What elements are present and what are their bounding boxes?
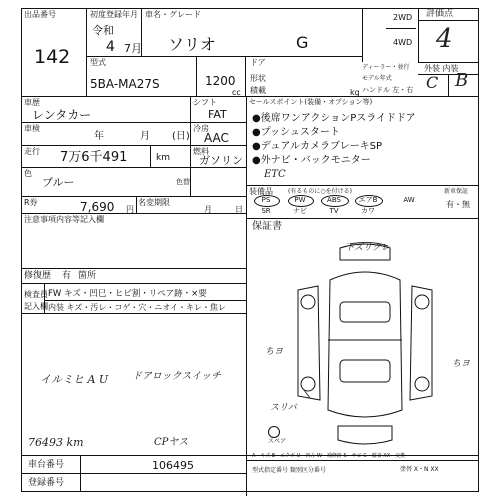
sales-etc: ETC <box>264 169 286 180</box>
equip-note: (有るものに○を付ける) <box>288 188 352 195</box>
color-change-label: 色替 <box>176 178 190 186</box>
model-year-label: モデル年式 <box>362 75 392 82</box>
legend-line-1: A―キズ E―エクボ U―凹み W―補修跡 S―サビ C―腐食 XX―交換 <box>252 453 406 459</box>
sales-label: セールスポイント(装備・オプション等) <box>249 98 373 106</box>
fuel-value: ガソリン <box>199 154 243 167</box>
load-label: 積載 <box>250 86 266 95</box>
ac-label: 冷房 <box>193 124 209 133</box>
inspector-label-1: 検査員 <box>24 290 48 299</box>
inspector-row-interior: 内装 キズ・汚レ・コゲ・穴・ニオイ・キレ・焦レ <box>48 303 226 312</box>
repair-value: 有 <box>62 271 72 281</box>
handwritten-remark-d: CPヤス <box>154 437 189 448</box>
handwritten-remark-b: ドアロックスイッチ <box>132 371 221 382</box>
handwritten-remark-a: イルミヒ A U <box>40 373 109 386</box>
color-value: ブルー <box>42 176 75 189</box>
equip-abs: ABS <box>327 196 341 204</box>
inspection-day: (日) <box>172 131 190 142</box>
history-label: 車歴 <box>24 98 40 107</box>
inspection-month: 月 <box>140 131 150 142</box>
equip-label: 装備品 <box>249 187 273 196</box>
spare-label: スペア <box>268 438 287 445</box>
shift-value: FAT <box>208 108 227 121</box>
shift-label: シフト <box>193 98 217 107</box>
inspector-row-exterior: FW キズ・凹巳・ヒビ割・リペア跡・×要 <box>48 289 207 299</box>
model-label: 型式 <box>90 58 106 67</box>
new-car-warranty-label: 新車保証 <box>444 188 469 195</box>
lot-label: 出品番号 <box>24 10 56 19</box>
recycle-value: 7,690 <box>80 200 115 214</box>
first-reg-month: 7月 <box>124 42 142 55</box>
diagram-note-left: ちヨ <box>265 347 284 357</box>
shape-label: 形状 <box>250 74 266 83</box>
warranty-card-label: 保証書 <box>252 221 282 232</box>
equip-leather: カワ <box>361 207 375 215</box>
sales-item: ●後席ワンアクションPスライドドア <box>252 113 416 124</box>
color-label: 色 <box>24 169 32 178</box>
ac-value: AAC <box>204 131 229 145</box>
sales-item: ●プッシュスタート <box>252 127 340 138</box>
recycle-label: R券 <box>24 198 38 207</box>
exterior-grade: C <box>426 73 439 92</box>
diagram-note-top: 下ズリクレ <box>345 243 390 253</box>
diagram-note-bottom-left: スリバ <box>270 403 297 413</box>
car-damage-diagram <box>290 240 440 450</box>
cc-unit: cc <box>232 88 241 97</box>
diagram-note-right: ちヨ <box>452 359 471 369</box>
equip-ps: PS <box>261 196 271 204</box>
drive-4wd: 4WD <box>393 38 413 47</box>
inspector-label-2: 記入欄 <box>24 302 48 311</box>
dealer-label: ディーラー・並行 <box>362 64 410 71</box>
equip-tv: TV <box>329 207 339 215</box>
sales-item: ●外ナビ・バックモニター <box>252 155 371 166</box>
reg-no-label: 登録番号 <box>28 478 65 488</box>
name-change-month: 月 <box>204 205 212 214</box>
inspection-label: 車検 <box>24 124 40 133</box>
inspection-year: 年 <box>94 131 104 142</box>
spare-circle-icon <box>268 426 280 438</box>
handle-label: ハンドル 左・右 <box>362 86 414 94</box>
chassis-value: 106495 <box>152 459 194 472</box>
legend-line-3: 型式指定番号 類別区分番号 <box>252 467 326 474</box>
first-reg-year: 4 <box>106 39 115 55</box>
name-change-day: 日 <box>235 205 243 214</box>
car-grade: G <box>296 33 309 52</box>
mileage-value: 7万6千491 <box>60 150 128 165</box>
sales-item: ●デュアルカメラブレーキSP <box>252 141 383 152</box>
name-change-label: 名変期限 <box>138 198 170 207</box>
notes-label: 注意事項内容等記入欄 <box>24 215 104 224</box>
repair-label: 修復歴 <box>24 271 52 281</box>
mileage-label: 走行 <box>24 147 40 156</box>
repair-unit: 箇所 <box>78 271 97 281</box>
equip-navi: ナビ <box>293 207 307 215</box>
lot-number: 142 <box>34 46 71 68</box>
recycle-unit: 円 <box>126 205 134 214</box>
first-reg-label: 初度登録年月 <box>90 10 138 19</box>
history-value: レンタカー <box>32 108 92 122</box>
cc-value: 1200 <box>205 74 236 88</box>
interior-grade: B <box>455 70 469 91</box>
equip-aw: AW <box>403 196 415 204</box>
first-reg-era: 令和 <box>92 24 114 37</box>
car-name-label: 車名・グレード <box>145 10 201 19</box>
equip-sr: SR <box>261 207 271 215</box>
car-name: ソリオ <box>168 35 216 54</box>
fuel-label: 燃料 <box>193 147 209 156</box>
drive-2wd: 2WD <box>393 13 413 22</box>
legend-line-2: 塗替 X・N XX <box>400 466 439 473</box>
warranty-marks: 有・無 <box>446 200 470 209</box>
grade-label: 評価点 <box>426 9 454 19</box>
door-label: ドア <box>250 58 266 67</box>
ext-int-label: 外装 内装 <box>424 64 459 73</box>
kg-unit: kg <box>350 88 360 97</box>
equip-pw: PW <box>294 196 306 204</box>
equip-airbag: エアB <box>358 196 378 204</box>
model-value: 5BA-MA27S <box>90 77 160 91</box>
mileage-unit: km <box>156 153 170 163</box>
chassis-label: 車台番号 <box>28 460 65 470</box>
grade-value: 4 <box>436 24 453 54</box>
handwritten-mileage: 76493 km <box>28 436 84 449</box>
